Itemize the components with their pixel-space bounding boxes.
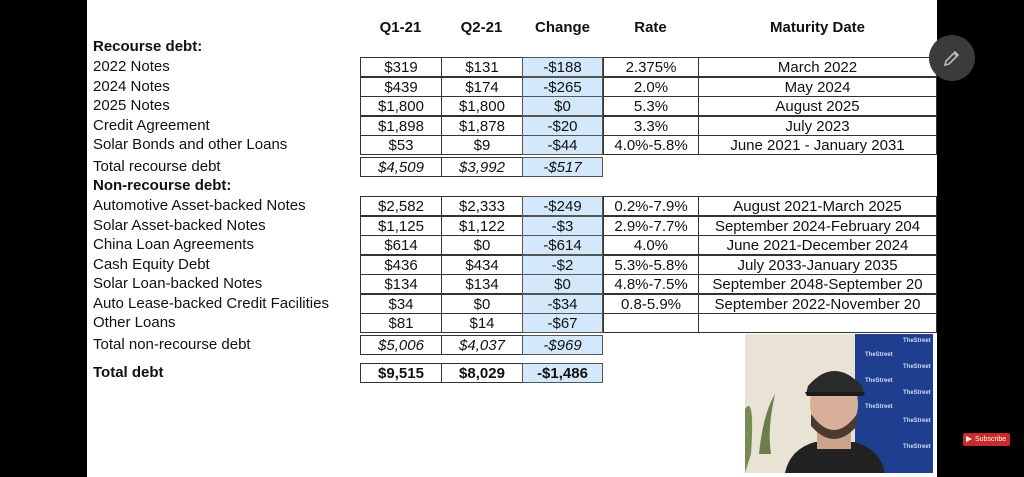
q1-value-cell[interactable]: $1,898 [360,116,441,136]
q2-value-cell[interactable]: $131 [441,57,522,77]
q2-value-cell[interactable]: $174 [441,77,522,97]
maturity-date-cell[interactable]: September 2048-September 20 [698,274,937,294]
row-label: Auto Lease-backed Credit Facilities [93,295,329,312]
q1-value-cell[interactable]: $1,800 [360,96,441,116]
brand-logo: TheStreet [865,378,893,384]
maturity-date-cell[interactable]: June 2021-December 2024 [698,235,937,255]
q2-value-cell[interactable]: $4,037 [441,335,522,355]
change-value-cell[interactable]: -$34 [522,294,603,314]
row-label: Automotive Asset-backed Notes [93,197,306,214]
change-value-cell[interactable]: -$2 [522,255,603,275]
change-value-cell[interactable]: -$517 [522,157,603,177]
q1-value-cell[interactable]: $4,509 [360,157,441,177]
column-header: Change [534,19,590,36]
table-row [87,116,937,136]
pencil-icon [942,48,962,68]
brand-logo: TheStreet [903,364,931,370]
rate-cell[interactable]: 4.0%-5.8% [603,135,698,155]
rate-cell[interactable]: 5.3%-5.8% [603,255,698,275]
presenter-webcam [745,334,933,473]
q2-value-cell[interactable]: $0 [441,294,522,314]
column-header: Q2-21 [460,19,503,36]
q2-value-cell[interactable]: $14 [441,313,522,333]
rate-cell[interactable]: 2.0% [603,77,698,97]
rate-cell[interactable]: 2.375% [603,57,698,77]
brand-logo: TheStreet [903,418,931,424]
rate-cell[interactable]: 4.8%-7.5% [603,274,698,294]
row-label: 2022 Notes [93,58,170,75]
maturity-date-cell[interactable]: July 2033-January 2035 [698,255,937,275]
change-value-cell[interactable]: $0 [522,96,603,116]
rate-cell[interactable]: 2.9%-7.7% [603,216,698,236]
table-row [87,274,937,294]
maturity-date-cell[interactable]: September 2022-November 20 [698,294,937,314]
total-row [87,157,937,177]
rate-cell[interactable] [603,313,698,333]
q2-value-cell[interactable]: $1,800 [441,96,522,116]
section-heading [87,37,937,57]
q1-value-cell[interactable]: $34 [360,294,441,314]
row-label: Credit Agreement [93,117,210,134]
rate-cell[interactable]: 5.3% [603,96,698,116]
maturity-date-cell[interactable]: August 2021-March 2025 [698,196,937,216]
q2-value-cell[interactable]: $0 [441,235,522,255]
section-label: Recourse debt: [93,38,203,55]
q2-value-cell[interactable]: $434 [441,255,522,275]
q2-value-cell[interactable]: $1,878 [441,116,522,136]
q2-value-cell[interactable]: $134 [441,274,522,294]
q1-value-cell[interactable]: $2,582 [360,196,441,216]
row-label: Cash Equity Debt [93,256,210,273]
maturity-date-cell[interactable]: September 2024-February 204 [698,216,937,236]
presenter-silhouette [745,334,933,473]
maturity-date-cell[interactable]: July 2023 [698,116,937,136]
change-value-cell[interactable]: -$3 [522,216,603,236]
row-label: Solar Loan-backed Notes [93,275,263,292]
table-row [87,135,937,155]
q1-value-cell[interactable]: $9,515 [360,363,441,383]
change-value-cell[interactable]: -$614 [522,235,603,255]
change-value-cell[interactable]: -$67 [522,313,603,333]
change-value-cell[interactable]: -$249 [522,196,603,216]
edit-button[interactable] [929,35,975,81]
table-row [87,216,937,236]
table-row [87,313,937,333]
rate-cell[interactable]: 0.2%-7.9% [603,196,698,216]
table-row [87,196,937,216]
rate-cell[interactable]: 3.3% [603,116,698,136]
table-row [87,77,937,97]
change-value-cell[interactable]: -$20 [522,116,603,136]
maturity-date-cell[interactable]: June 2021 - January 2031 [698,135,937,155]
row-label: 2024 Notes [93,78,170,95]
q1-value-cell[interactable]: $81 [360,313,441,333]
table-row [87,57,937,77]
q2-value-cell[interactable]: $9 [441,135,522,155]
maturity-date-cell[interactable]: March 2022 [698,57,937,77]
maturity-date-cell[interactable]: May 2024 [698,77,937,97]
q2-value-cell[interactable]: $1,122 [441,216,522,236]
table-header-row [87,18,937,38]
q1-value-cell[interactable]: $1,125 [360,216,441,236]
play-icon [966,436,972,442]
change-value-cell[interactable]: -$188 [522,57,603,77]
row-label: Solar Asset-backed Notes [93,217,266,234]
row-label: Total non-recourse debt [93,336,251,353]
change-value-cell[interactable]: -$44 [522,135,603,155]
rate-cell[interactable]: 0.8-5.9% [603,294,698,314]
q2-value-cell[interactable]: $3,992 [441,157,522,177]
maturity-date-cell[interactable]: August 2025 [698,96,937,116]
column-header: Maturity Date [769,19,866,36]
change-value-cell[interactable]: -$969 [522,335,603,355]
row-label: Total debt [93,364,164,381]
q1-value-cell[interactable]: $134 [360,274,441,294]
row-label: Total recourse debt [93,158,221,175]
table-row [87,255,937,275]
q2-value-cell[interactable]: $8,029 [441,363,522,383]
subscribe-label: Subscribe [975,436,1007,443]
brand-logo: TheStreet [903,390,931,396]
change-value-cell[interactable]: -$1,486 [522,363,603,383]
brand-logo: TheStreet [865,404,893,410]
maturity-date-cell[interactable] [698,313,937,333]
q1-value-cell[interactable]: $439 [360,77,441,97]
change-value-cell[interactable]: -$265 [522,77,603,97]
q1-value-cell[interactable]: $436 [360,255,441,275]
change-value-cell[interactable]: $0 [522,274,603,294]
row-label: 2025 Notes [93,97,170,114]
section-label: Non-recourse debt: [93,177,232,194]
q1-value-cell[interactable]: $614 [360,235,441,255]
table-row [87,294,937,314]
column-header: Rate [634,19,667,36]
brand-logo: TheStreet [903,338,931,344]
row-label: Other Loans [93,314,176,331]
q1-value-cell[interactable]: $319 [360,57,441,77]
q1-value-cell[interactable]: $53 [360,135,441,155]
brand-logo: TheStreet [903,444,931,450]
table-row [87,96,937,116]
brand-logo: TheStreet [865,352,893,358]
row-label: China Loan Agreements [93,236,254,253]
subscribe-button[interactable] [963,433,1010,446]
q1-value-cell[interactable]: $5,006 [360,335,441,355]
column-header: Q1-21 [379,19,422,36]
rate-cell[interactable]: 4.0% [603,235,698,255]
row-label: Solar Bonds and other Loans [93,136,288,153]
q2-value-cell[interactable]: $2,333 [441,196,522,216]
section-heading [87,176,937,196]
table-row [87,235,937,255]
